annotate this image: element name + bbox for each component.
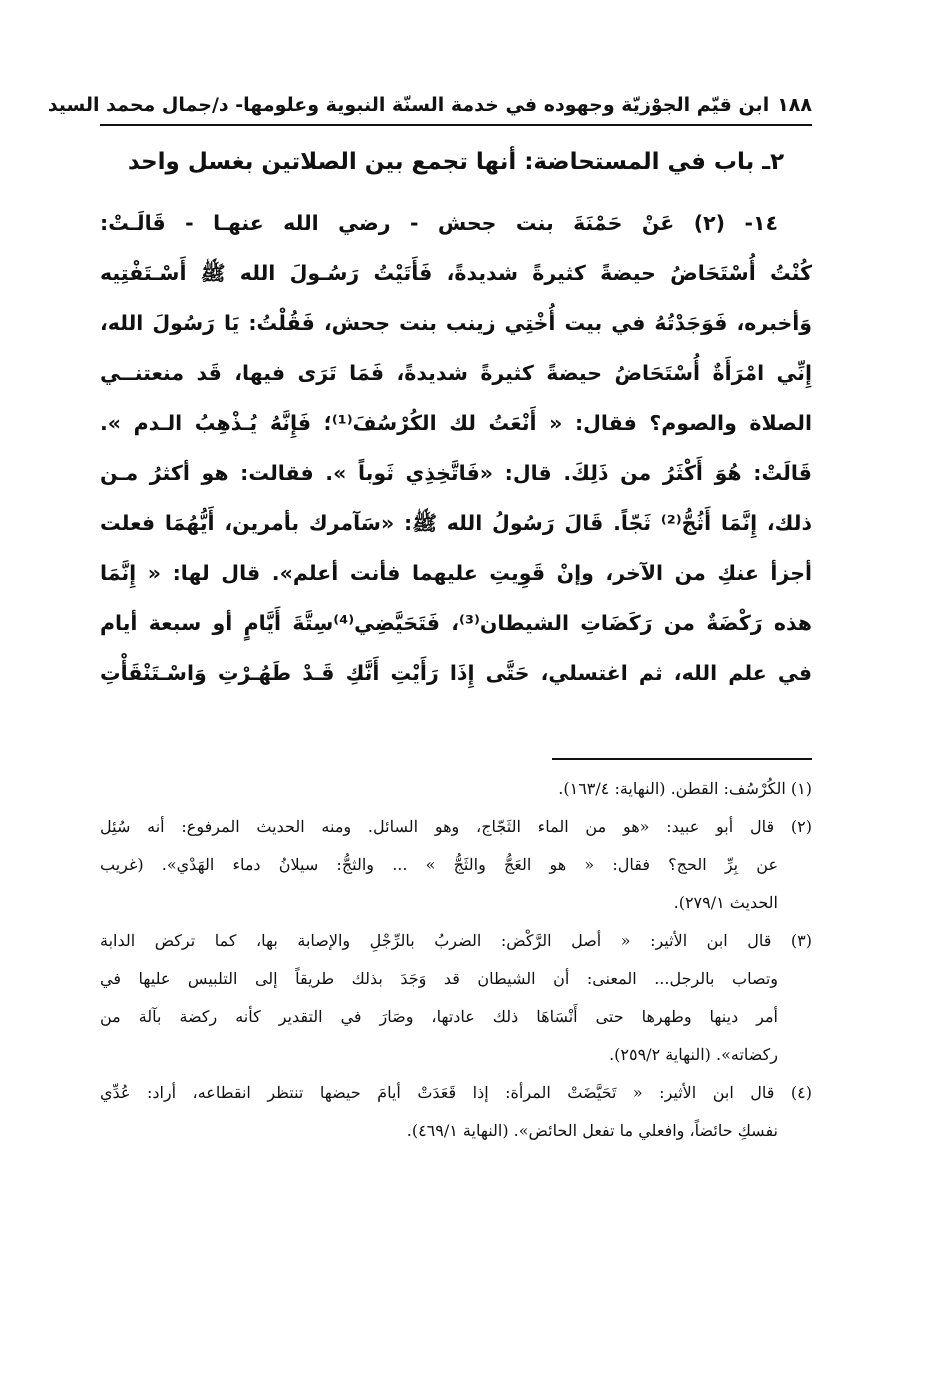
text-line: في علم الله، ثم اغتسلي، حَتَّى إِذَا رَأَيْتِ أَنَّكِ قَـدْ طَهُـرْتِ وَاسْـتَنْقَأْتِ (100, 661, 812, 685)
footnote-line: عن بِرِّ الحج؟ فقال: « هو العَجُّ والثَجُّ » ... والثجُّ: سيلانُ دماء الهَدْي». (غريب (100, 855, 778, 874)
footnote-line: الحديث ٢٧٩/١). (673, 893, 778, 912)
text-line: وَأخبره، فَوَجَدْتُهُ في بيت أُخْتِي زينب بنت جحش، فَقُلْتُ: يَا رَسُولَ الله، (100, 311, 812, 335)
footnote-separator (552, 758, 812, 760)
running-header (47, 86, 812, 126)
footnote-line: (٣) قال ابن الأثير: « أصل الرَّكْض: الضربُ بالرِّجْلِ والإصابة بها، كما تركض الدابة (100, 931, 812, 950)
footnote-line: (٢) قال أبو عبيد: «هو من الماء الثَجّاج، وهو السائل. ومنه الحديث المرفوع: أنه سُئِل (100, 817, 812, 836)
running-title: ابن قيّم الجوْزيّة وجهوده في خدمة السنّة النبوية وعلومها- د/جمال محمد السيد (47, 94, 770, 116)
text-line: الصلاة والصوم؟ فقال: « أَنْعَتُ لك الكُرْسُفَ⁽¹⁾؛ فَإِنَّهُ يُـذْهِبُ الـدم ». (100, 411, 812, 435)
text-line: إِنِّي امْرَأَةٌ أُسْتَحَاضُ حيضةً كثيرةً شديدةً، فَمَا تَرَى فيها، قَد منعتنــي (100, 361, 812, 385)
footnote-line: (٤) قال ابن الأثير: « تَحَيَّضَتْ المرأة: إذا قَعَدَتْ أيامَ حيضها تنتظر انقطاعه، أراد: عُدِّي (100, 1083, 812, 1102)
hadith-text (100, 198, 812, 698)
footnotes (100, 770, 812, 1150)
footnote-3 (100, 922, 812, 1074)
footnote-1 (100, 770, 812, 808)
book-page (47, 86, 812, 1316)
footnote-2 (100, 808, 812, 922)
page-number: ١٨٨ (777, 94, 812, 116)
text-line: قَالَتْ: هُوَ أَكْثَرُ من ذَلِكَ. قال: «فَاتَّخِذِي ثَوباً ». فقالت: هو أكثرُ مـن (100, 461, 812, 485)
text-line: ذلك، إِنَّمَا أَثُجُّ⁽²⁾ ثَجّاً. قَالَ رَسُولُ الله ﷺ: «سَآمرك بأمرين، أَيُّهُمَا فعلت (100, 511, 812, 535)
text-line: ١٤- (٢) عَنْ حَمْنَةَ بنت جحش - رضي الله عنهـا - قَالَـتْ: (100, 211, 778, 235)
text-line: أجزأ عنكِ من الآخر، وإنْ قَوِيتِ عليهما فأنت أعلم». قال لها: « إِنَّمَا (100, 561, 812, 585)
footnote-line: نفسكِ حائضاً، وافعلي ما تفعل الحائض». (النهاية ٤٦٩/١). (406, 1121, 778, 1140)
footnote-4 (100, 1074, 812, 1150)
text-line: هذه رَكْضَةٌ من رَكَضَاتِ الشيطان⁽³⁾، فَتَحَيَّضِي⁽⁴⁾سِتَّةَ أَيَّامٍ أو سبعة أيام (100, 611, 812, 635)
footnote-line: أمر دينها وطهرها حتى أَنْسَاهَا ذلك عادتها، وصَارَ في التقدير كأنه ركضة بآلة من (100, 1007, 778, 1026)
footnote-line: (١) الكُرْسُف: القطن. (النهاية: ١٦٣/٤). (558, 779, 812, 798)
text-line: كُنْتُ أُسْتَحَاضُ حيضةً كثيرةً شديدةً، فَأَتَيْتُ رَسُـولَ الله ﷺ أَسْـتَفْتِيه (100, 261, 812, 285)
chapter-title: ٢ـ باب في المستحاضة: أنها تجمع بين الصلاتين بغسل واحد (127, 149, 785, 175)
footnote-line: ركضاته». (النهاية ٢٥٩/٢). (609, 1045, 778, 1064)
footnote-line: وتصاب بالرجل... المعنى: أن الشيطان قد وَجَدَ بذلك طريقاً إلى التلبيس عليها في (100, 969, 778, 988)
